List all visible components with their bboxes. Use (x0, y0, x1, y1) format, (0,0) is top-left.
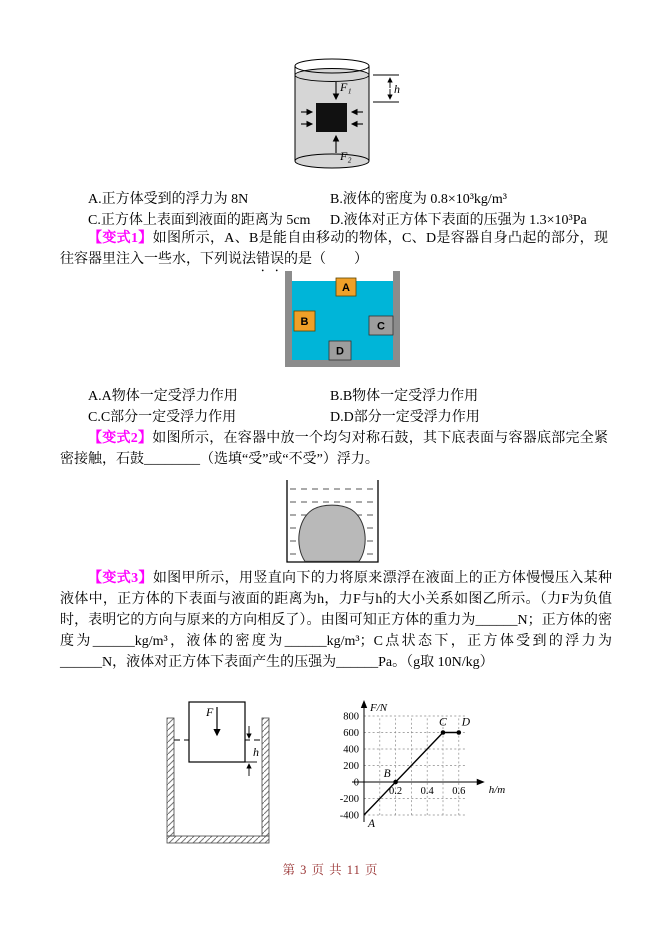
variant3-text: 如图甲所示，用竖直向下的力将原来漂浮在液面上的正方体慢慢压入某种液体中，正方体的下表面与液面的距离为h，力F与h的大小关系如图乙所示。（力F为负值时，表明它的方向与原来的方向相反了）。由图可知正方体的重力为______N；正方体的密度为______kg/m³，液体的密度为______kg/m³；C点状态下，正方体受到的浮力为______N，液体对正方体下表面产生的压强为______Pa。（g取 10N/kg） (60, 571, 613, 670)
depth-h-label: h (253, 745, 259, 759)
stone-drum (299, 505, 365, 561)
liquid-surface (295, 69, 369, 82)
f1-label: F₁ (340, 80, 352, 94)
force-depth-chart (322, 680, 537, 848)
variant2-tag: 【变式2】 (88, 431, 153, 446)
svg-text:D: D (461, 716, 471, 729)
submerged-cube (316, 103, 347, 132)
svg-text:B: B (383, 768, 391, 780)
figure-stone-in-container (284, 477, 381, 565)
svg-text:0.2: 0.2 (389, 786, 403, 797)
svg-text:400: 400 (343, 744, 359, 756)
variant1-option-b: B.B物体一定受浮力作用 (330, 389, 479, 404)
figure-cube-in-cylinder (293, 57, 411, 175)
variant2-text: 如图所示，在容器中放一个均匀对称石鼓，其下底表面与容器底部完全紧密接触，石鼓________（选填“受”或“不受”）浮力。 (60, 431, 608, 467)
q-top-option-c: C.正方体上表面到液面的距离为 5cm (88, 213, 311, 228)
variant3-question (60, 568, 612, 673)
q-top-option-b: B.液体的密度为 0.8×10³kg/m³ (330, 192, 507, 207)
svg-text:-400: -400 (339, 810, 359, 822)
variant1-option-d: D.D部分一定受浮力作用 (330, 410, 480, 425)
figure-cube-pressed (162, 694, 274, 848)
svg-text:200: 200 (343, 761, 359, 772)
figure-container-blocks (285, 271, 400, 367)
variant1-question (60, 228, 608, 275)
h-label: h (394, 82, 400, 96)
variant1-text-end: 的是（ ） (284, 252, 368, 267)
q-top-option-a: A.正方体受到的浮力为 8N (88, 192, 249, 207)
variant1-tag: 【变式1】 (88, 231, 153, 246)
svg-text:600: 600 (343, 728, 359, 739)
force-f-label: F (206, 705, 214, 719)
variant1-option-c: C.C部分一定受浮力作用 (88, 410, 237, 425)
variant3-tag: 【变式3】 (88, 571, 153, 586)
svg-text:0.6: 0.6 (452, 786, 466, 797)
variant1-option-a: A.A物体一定受浮力作用 (88, 389, 238, 404)
label-c: C (377, 320, 385, 333)
svg-text:-200: -200 (339, 794, 359, 805)
variant1-text-emphasis: 错误 (256, 252, 284, 267)
variant1-text: 如图所示，A、B是能自由移动的物体，C、D是容器自身凸起的部分，现往容器里注入一些水，下列说法 (60, 231, 608, 267)
svg-text:A: A (368, 818, 376, 830)
svg-text:C: C (439, 716, 447, 729)
svg-text:0: 0 (353, 777, 359, 789)
label-b: B (300, 316, 309, 328)
page-footer: 第 3 页 共 11 页 (282, 863, 379, 877)
svg-text:h/m: h/m (488, 784, 506, 796)
variant2-question (60, 428, 608, 470)
f2-label: F₂ (340, 149, 352, 163)
q-top-option-d: D.液体对正方体下表面的压强为 1.3×10³Pa (330, 213, 587, 228)
label-a: A (342, 282, 350, 294)
svg-text:800: 800 (343, 711, 359, 723)
svg-text:0.4: 0.4 (420, 786, 434, 797)
label-d: D (336, 345, 344, 358)
chart-canvas (322, 680, 537, 848)
svg-text:F/N: F/N (370, 702, 388, 714)
